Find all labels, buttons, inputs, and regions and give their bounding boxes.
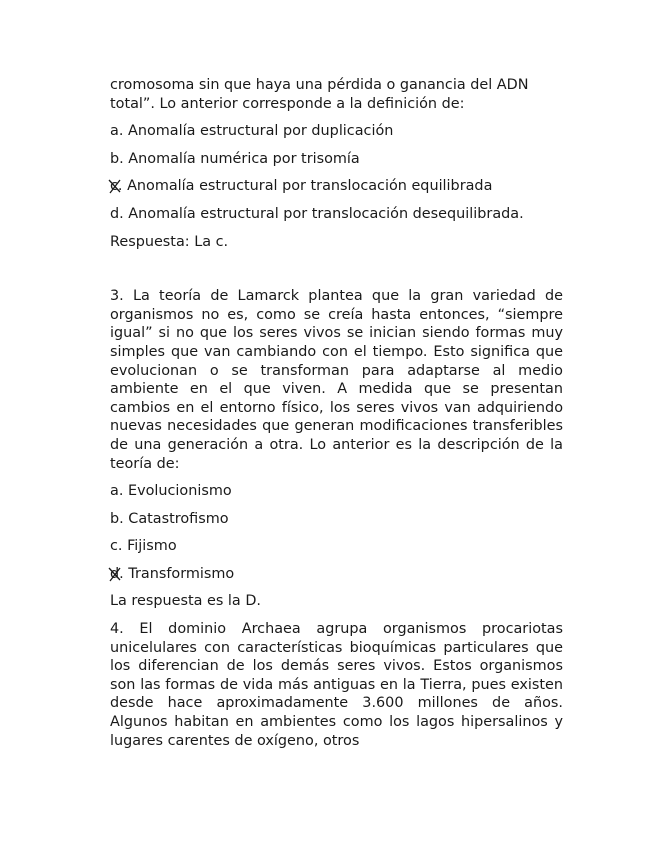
q3-stem: 3. La teoría de Lamarck plantea que la gran variedad de organismos no es, como se creía hasta entonces, “siempre igual” si no que los seres vivos se inician siendo formas muy simples que van cambiando con el tiempo. Esto significa que evolucionan o se transforman para adaptarse al medio ambiente en el que viven. A medida que se presentan cambios en el entorno físico, los seres vivos van adquiriendo nuevas necesidades que generan modificaciones transferibles de una generación a otra. Lo anterior es la descripción de la teoría de: — [110, 288, 563, 472]
option-text: Transformismo — [128, 565, 235, 582]
q3-option-b: b. Catastrofismo — [110, 510, 229, 527]
option-letter: c — [110, 538, 118, 555]
q3-answer: La respuesta es la D. — [110, 593, 261, 610]
option-letter: b — [110, 150, 120, 167]
option-text: Anomalía numérica por trisomía — [128, 150, 360, 167]
q2-option-a: a. Anomalía estructural por duplicación — [110, 123, 394, 140]
option-text: Fijismo — [127, 538, 177, 555]
option-letter: d — [110, 205, 120, 222]
option-text: Evolucionismo — [127, 483, 232, 500]
handwritten-x-icon — [108, 566, 122, 582]
option-text: Catastrofismo — [128, 510, 229, 527]
q2-stem: cromosoma sin que haya una pérdida o ganancia del ADN total”. Lo anterior corresponde a la definición de: — [110, 77, 529, 112]
option-letter: a — [110, 483, 119, 500]
q3-option-c: c. Fijismo — [110, 538, 177, 555]
option-letter: a — [110, 123, 119, 140]
q2-option-c: c. Anomalía estructural por translocación equilibrada — [110, 178, 493, 195]
document-page — [110, 76, 563, 750]
q4-stem: 4. El dominio Archaea agrupa organismos procariotas unicelulares con características bioquímicas particulares que los diferencian de los demás seres vivos. Estos organismos son las formas de vida más antiguas en la Tierra, pues existen desde hace aproximadamente 3.600 millones de años. Algunos habitan en ambientes como los lagos hipersalinos y lugares carentes de oxígeno, otros — [110, 621, 563, 749]
handwritten-x-icon — [108, 178, 122, 194]
q2-option-b: b. Anomalía numérica por trisomía — [110, 150, 360, 167]
option-letter: c — [110, 178, 118, 195]
option-text: Anomalía estructural por translocación desequilibrada. — [128, 205, 524, 222]
option-letter: d — [110, 565, 120, 582]
option-text: Anomalía estructural por duplicación — [127, 123, 394, 140]
option-text: Anomalía estructural por translocación equilibrada — [127, 178, 493, 195]
option-letter: b — [110, 510, 120, 527]
q3-option-a: a. Evolucionismo — [110, 483, 232, 500]
q3-option-d: d. Transformismo — [110, 565, 235, 582]
selected-answer-mark — [110, 177, 118, 196]
selected-answer-mark — [110, 565, 119, 584]
q2-option-d: d. Anomalía estructural por translocación desequilibrada. — [110, 205, 524, 222]
q2-answer: Respuesta: La c. — [110, 233, 229, 250]
